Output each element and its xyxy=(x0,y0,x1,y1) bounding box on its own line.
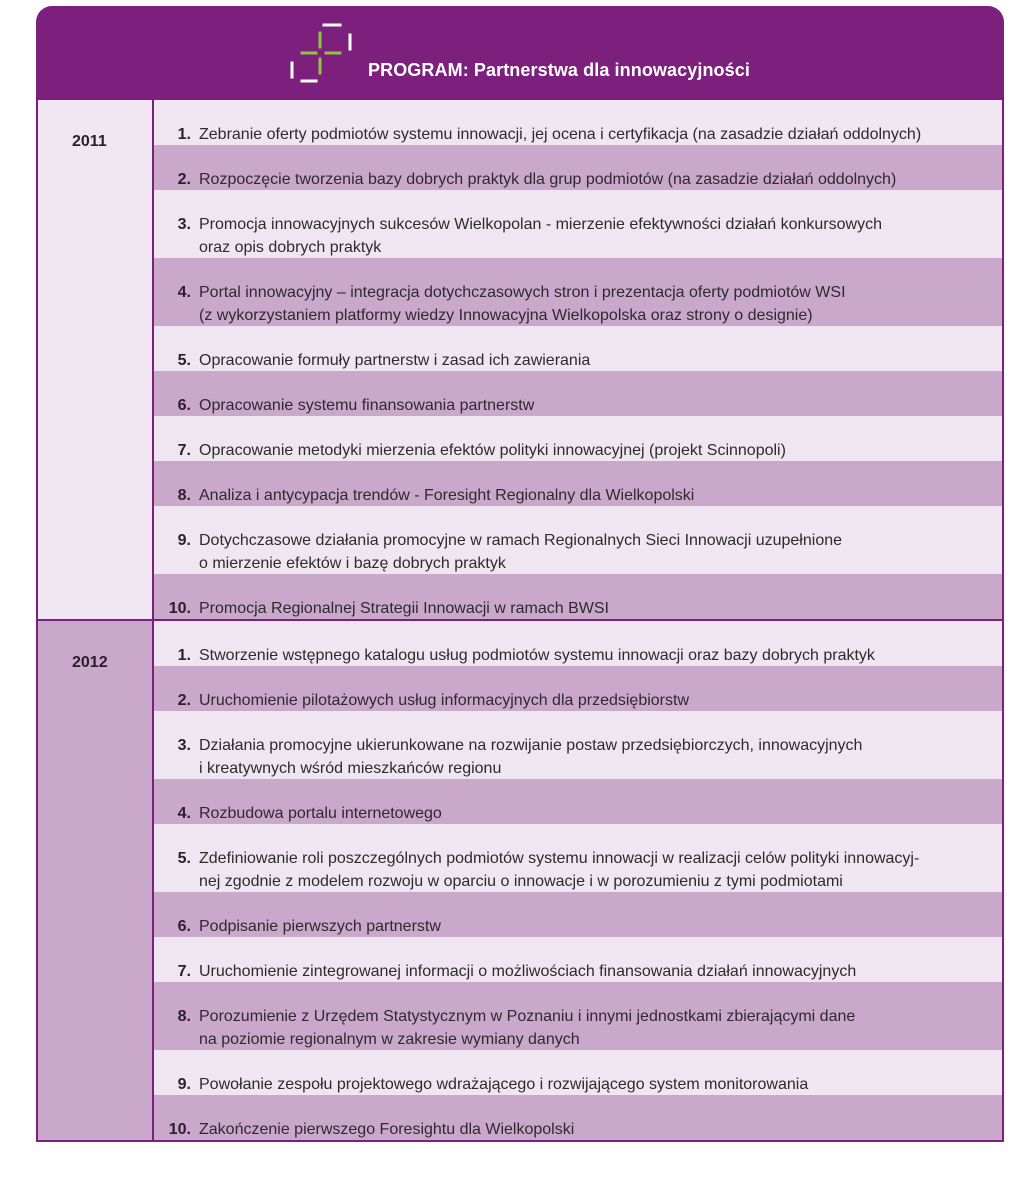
task-row xyxy=(154,666,1002,711)
task-row xyxy=(154,621,1002,666)
year-section-2012 xyxy=(38,619,1002,1140)
task-text: Opracowanie metodyki mierzenia efektów polityki innowacyjnej (projekt Scinnopoli) xyxy=(199,442,786,459)
task-row xyxy=(154,1095,1002,1140)
task-list xyxy=(154,100,1002,619)
task-row xyxy=(154,100,1002,145)
year-section-2011 xyxy=(38,100,1002,619)
task-number: 1. xyxy=(177,126,191,143)
task-number: 6. xyxy=(177,918,191,935)
task-text: Zdefiniowanie roli poszczególnych podmiotów systemu innowacji w realizacji celów polityki innowacyj- nej zgodnie z modelem rozwoju w oparciu o innowacje i w porozumieniu z tymi podmiotami xyxy=(199,850,920,890)
task-number: 7. xyxy=(177,963,191,980)
year-cell xyxy=(38,100,154,619)
task-text: Działania promocyjne ukierunkowane na rozwijanie postaw przedsiębiorczych, innowacyjnych i kreatywnych wśród mieszkańców regionu xyxy=(199,737,863,777)
task-row xyxy=(154,892,1002,937)
task-text: Zebranie oferty podmiotów systemu innowacji, jej ocena i certyfikacja (na zasadzie działań oddolnych) xyxy=(199,126,922,143)
task-number: 3. xyxy=(177,737,191,754)
task-row xyxy=(154,371,1002,416)
task-list xyxy=(154,621,1002,1140)
task-text: Rozbudowa portalu internetowego xyxy=(199,805,442,822)
task-row xyxy=(154,416,1002,461)
task-row xyxy=(154,1050,1002,1095)
task-text: Stworzenie wstępnego katalogu usług podmiotów systemu innowacji oraz bazy dobrych praktyk xyxy=(199,647,875,664)
task-row xyxy=(154,824,1002,892)
task-row xyxy=(154,145,1002,190)
task-text: Analiza i antycypacja trendów - Foresight Regionalny dla Wielkopolski xyxy=(199,487,695,504)
task-text: Opracowanie formuły partnerstw i zasad ich zawierania xyxy=(199,352,591,369)
task-row xyxy=(154,982,1002,1050)
task-text: Promocja innowacyjnych sukcesów Wielkopolan - mierzenie efektywności działań konkursowych oraz opis dobrych praktyk xyxy=(199,216,882,256)
task-number: 9. xyxy=(177,1076,191,1093)
task-number: 9. xyxy=(177,532,191,549)
task-row xyxy=(154,190,1002,258)
task-row xyxy=(154,506,1002,574)
task-row xyxy=(154,461,1002,506)
task-text: Uruchomienie pilotażowych usług informacyjnych dla przedsiębiorstw xyxy=(199,692,689,709)
task-number: 2. xyxy=(177,692,191,709)
program-document xyxy=(36,6,1004,1142)
year-cell xyxy=(38,621,154,1140)
task-text: Powołanie zespołu projektowego wdrażającego i rozwijającego system monitorowania xyxy=(199,1076,809,1093)
task-row xyxy=(154,779,1002,824)
task-text: Rozpoczęcie tworzenia bazy dobrych praktyk dla grup podmiotów (na zasadzie działań oddolnych) xyxy=(199,171,897,188)
task-text: Zakończenie pierwszego Foresightu dla Wielkopolski xyxy=(199,1121,575,1138)
task-number: 10. xyxy=(168,600,191,617)
task-number: 3. xyxy=(177,216,191,233)
task-number: 5. xyxy=(177,352,191,369)
task-number: 8. xyxy=(177,1008,191,1025)
task-number: 6. xyxy=(177,397,191,414)
task-text: Porozumienie z Urzędem Statystycznym w Poznaniu i innymi jednostkami zbierającymi dane na poziomie regionalnym w zakresie wymiany danych xyxy=(199,1008,856,1048)
task-text: Portal innowacyjny – integracja dotychczasowych stron i prezentacja oferty podmiotów WSI (z wykorzystaniem platformy wiedzy Innowacyjna Wielkopolska oraz strony o designie) xyxy=(199,284,846,324)
task-text: Promocja Regionalnej Strategii Innowacji w ramach BWSI xyxy=(199,600,609,617)
task-number: 4. xyxy=(177,805,191,822)
task-number: 1. xyxy=(177,647,191,664)
task-row xyxy=(154,258,1002,326)
year-label: 2012 xyxy=(72,654,108,671)
puzzle-cross-logo-icon xyxy=(290,21,352,83)
task-row xyxy=(154,711,1002,779)
task-number: 7. xyxy=(177,442,191,459)
task-text: Podpisanie pierwszych partnerstw xyxy=(199,918,441,935)
task-row xyxy=(154,574,1002,619)
task-number: 8. xyxy=(177,487,191,504)
task-number: 10. xyxy=(168,1121,191,1138)
task-text: Dotychczasowe działania promocyjne w ramach Regionalnych Sieci Innowacji uzupełnione o mierzenie efektów i bazę dobrych praktyk xyxy=(199,532,843,572)
task-row xyxy=(154,326,1002,371)
task-number: 5. xyxy=(177,850,191,867)
program-table xyxy=(36,100,1004,1142)
page-title: PROGRAM: Partnerstwa dla innowacyjności xyxy=(368,60,750,80)
year-label: 2011 xyxy=(72,133,107,150)
task-text: Opracowanie systemu finansowania partnerstw xyxy=(199,397,535,414)
task-row xyxy=(154,937,1002,982)
program-header xyxy=(36,6,1004,100)
task-text: Uruchomienie zintegrowanej informacji o możliwościach finansowania działań innowacyjnych xyxy=(199,963,857,980)
task-number: 4. xyxy=(177,284,191,301)
task-number: 2. xyxy=(177,171,191,188)
